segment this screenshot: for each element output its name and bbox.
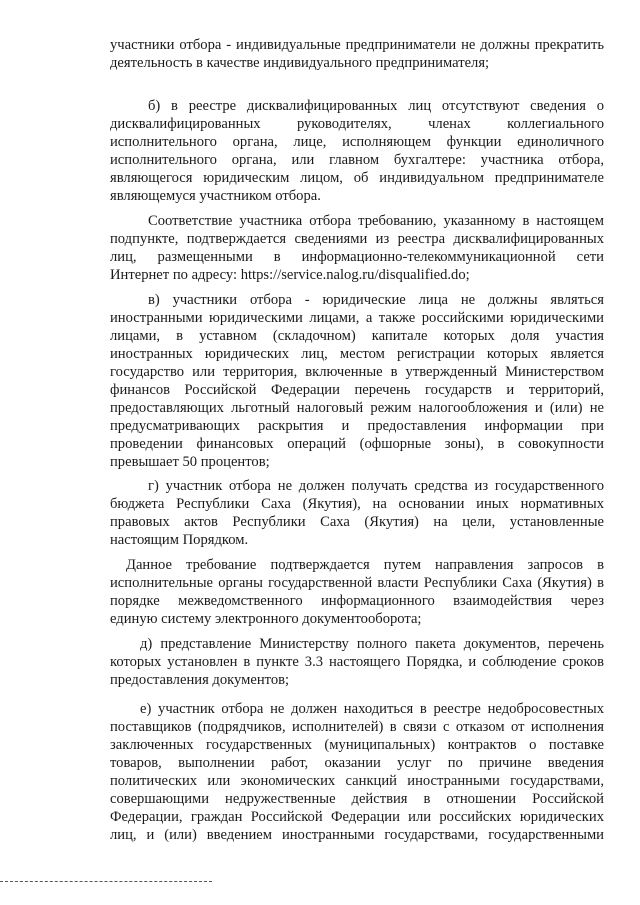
text-line: г) участник отбора не должен получать средства из государственного: [148, 478, 604, 494]
text-line: дисквалифицированных руководителях, членах коллегиального: [110, 116, 604, 132]
text-line: превышает 50 процентов;: [110, 454, 270, 470]
text-line: товаров, выполнении работ, оказании услуг по причине введения: [110, 755, 604, 771]
text-line: лицами, в уставном (складочном) капитале которых доля участия: [110, 328, 604, 344]
text-line: порядке межведомственного информационного взаимодействия через: [110, 593, 604, 609]
text-line: финансов Российской Федерации перечень государств и территорий,: [110, 382, 604, 398]
text-line: предоставляющих льготный налоговый режим налогообложения и (или) не: [110, 400, 604, 416]
text-line: б) в реестре дисквалифицированных лиц отсутствуют сведения о: [148, 98, 604, 114]
text-line: бюджета Республики Саха (Якутия), на основании иных нормативных: [110, 496, 604, 512]
text-line: заключенных государственных (муниципальных) контрактов о поставке: [110, 737, 604, 753]
text-line: Соответствие участника отбора требованию, указанному в настоящем: [148, 213, 604, 229]
text-line: исполнительные органы государственной власти Республики Саха (Якутия) в: [110, 575, 604, 591]
text-line: в) участники отбора - юридические лица не должны являться: [148, 292, 604, 308]
text-line: политических или экономических санкций иностранными государствами,: [110, 773, 604, 789]
text-line: д) представление Министерству полного пакета документов, перечень: [140, 636, 604, 652]
text-line: Интернет по адресу: https://service.nalog.ru/disqualified.do;: [110, 267, 470, 283]
text-line: правовых актов Республики Саха (Якутия) на цели, установленные: [110, 514, 604, 530]
text-line: проведении финансовых операций (офшорные зоны), в совокупности: [110, 436, 604, 452]
text-line: лиц, и (или) введением иностранными государствами, государственными: [110, 827, 604, 843]
text-line: поставщиков (подрядчиков, исполнителей) в связи с отказом от исполнения: [110, 719, 604, 735]
text-line: единую систему электронного документооборота;: [110, 611, 422, 627]
text-line: е) участник отбора не должен находиться в реестре недобросовестных: [140, 701, 604, 717]
text-line: совершающими недружественные действия в отношении Российской: [110, 791, 604, 807]
text-line: являющегося юридическим лицом, об индивидуальном предпринимателе: [110, 170, 604, 186]
text-line: предоставления документов;: [110, 672, 290, 688]
text-line: являющемуся участником отбора.: [110, 188, 321, 204]
text-line: участники отбора - индивидуальные предприниматели не должны прекратить: [110, 37, 604, 53]
text-line: настоящим Порядком.: [110, 532, 249, 548]
text-line: которых установлен в пункте 3.3 настоящего Порядка, и соблюдение сроков: [110, 654, 604, 670]
text-line: исполнительного органа, лице, исполняющем функции единоличного: [110, 134, 604, 150]
text-line: иностранными юридическими лицами, а также российскими юридическими: [110, 310, 604, 326]
text-line: деятельность в качестве индивидуального предпринимателя;: [110, 55, 490, 71]
text-line: лиц, размещенными в информационно-телекоммуникационной сети: [110, 249, 604, 265]
footer-divider: [0, 881, 212, 882]
text-line: Федерации, граждан Российской Федерации или российских юридических: [110, 809, 604, 825]
text-line: Данное требование подтверждается путем направления запросов в: [126, 557, 604, 573]
text-line: исполнительного органа, или главном бухгалтере: участника отбора,: [110, 152, 604, 168]
text-line: подпункте, подтверждается сведениями из реестра дисквалифицированных: [110, 231, 604, 247]
text-line: государство или территория, включенные в утвержденный Министерством: [110, 364, 604, 380]
text-line: иностранных юридических лиц, местом регистрации которых является: [110, 346, 604, 362]
text-line: предусматривающих раскрытия и предоставления информации при: [110, 418, 604, 434]
